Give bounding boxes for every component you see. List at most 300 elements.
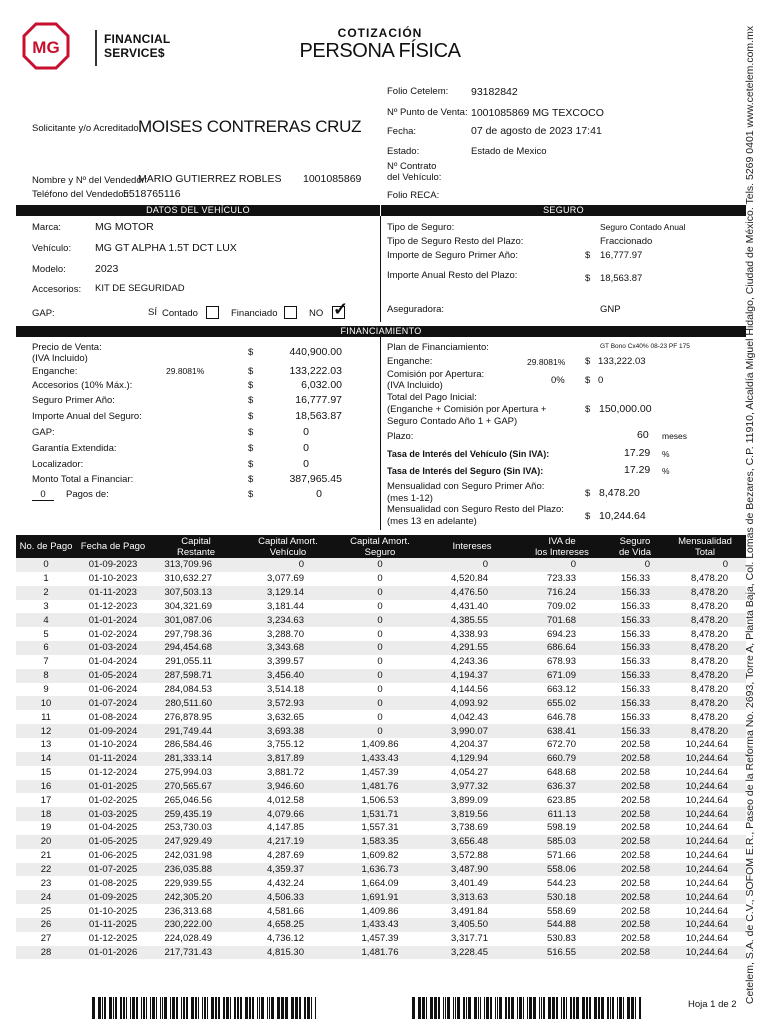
table-row (16, 904, 746, 918)
mensualidad2-label-2: (mes 13 en adelante) (387, 516, 477, 527)
table-cell: 646.78 (546, 711, 576, 723)
table-cell: 0 (16, 558, 76, 572)
table-header-text: Seguro (619, 535, 651, 547)
table-cell: 01-01-2024 (76, 613, 150, 627)
table-cell: 10,244.64 (664, 780, 746, 794)
table-cell: 3,899.09 (451, 794, 488, 806)
table-cell: 4,129.94 (426, 752, 518, 766)
fin-enganche-value: 133,222.03 (598, 356, 646, 367)
fin-left-value: 6,032.00 (301, 379, 342, 391)
table-cell: 01-02-2025 (88, 794, 138, 806)
plazo-unit: meses (662, 431, 688, 441)
contrato-label-2: del Vehículo: (387, 172, 442, 183)
table-cell: 01-05-2024 (76, 669, 150, 683)
table-cell: 18 (16, 807, 76, 821)
table-cell: 4 (16, 613, 76, 627)
modelo-value: 2023 (95, 263, 119, 275)
table-cell: 156.33 (620, 573, 650, 585)
table-cell: 294,454.68 (150, 641, 242, 655)
table-cell: 01-01-2026 (76, 946, 150, 960)
table-cell: 01-04-2025 (88, 822, 138, 834)
table-cell: 4,243.36 (451, 656, 488, 668)
table-cell: 291,055.11 (165, 656, 212, 668)
table-cell: 598.19 (546, 822, 576, 834)
table-cell: 202.58 (620, 739, 650, 751)
table-cell: 544.88 (518, 918, 606, 932)
comision-label-2: (IVA Incluido) (387, 380, 443, 391)
table-cell: 4,093.92 (426, 696, 518, 710)
table-cell: 3,572.88 (451, 850, 488, 862)
table-cell: 4,815.30 (242, 946, 334, 960)
modelo-label: Modelo: (32, 264, 66, 275)
fin-left-label: Accesorios (10% Máx.): (32, 380, 133, 391)
table-cell: 1,433.43 (334, 752, 426, 766)
table-cell: 10,244.64 (664, 890, 746, 904)
table-row (16, 946, 746, 960)
table-cell: 3,514.18 (267, 684, 304, 696)
table-cell: 544.23 (546, 877, 576, 889)
fin-left-pct: 29.8081% (166, 366, 205, 376)
fin-left-currency: $ (248, 459, 254, 470)
tasa-seguro-value: 17.29 (624, 464, 651, 476)
table-cell: 01-10-2023 (88, 573, 138, 585)
table-cell: 16 (16, 780, 76, 794)
table-header-text: Seguro (364, 546, 396, 558)
table-cell: 3,946.60 (242, 780, 334, 794)
table-cell: 8,478.20 (691, 711, 728, 723)
table-cell: 259,435.19 (150, 807, 242, 821)
fin-left-value: 0 (303, 426, 309, 438)
table-cell: 156.33 (606, 669, 664, 683)
table-cell: 4,204.37 (451, 739, 488, 751)
table-cell: 623.85 (546, 794, 576, 806)
table-cell: 202.58 (606, 807, 664, 821)
fin-left-currency: $ (248, 411, 254, 422)
table-cell: 1,636.73 (334, 863, 426, 877)
table-cell: 01-09-2025 (76, 890, 150, 904)
table-cell: 01-06-2025 (88, 850, 138, 862)
table-header-text: Restante (176, 546, 216, 558)
table-cell: 229,939.55 (164, 877, 212, 889)
table-cell: 8,478.20 (691, 684, 728, 696)
table-cell: 1,409.86 (361, 905, 399, 917)
section-vehiculo: DATOS DEL VEHÍCULO (16, 205, 380, 216)
table-cell: 01-09-2024 (76, 724, 150, 738)
table-cell: 3,755.12 (267, 739, 304, 751)
table-row (16, 738, 746, 752)
table-cell: 8,478.20 (691, 656, 728, 668)
seguro-tipo-value: Seguro Contado Anual (600, 222, 686, 232)
table-header-cell (76, 535, 150, 558)
table-cell: 8,478.20 (664, 613, 746, 627)
table-cell: 156.33 (606, 613, 664, 627)
fin-left-value: 18,563.87 (295, 410, 342, 422)
table-cell: 01-07-2024 (76, 696, 150, 710)
table-cell: 280,511.60 (150, 696, 242, 710)
table-cell: 19 (40, 822, 52, 834)
table-cell: 01-08-2024 (88, 711, 138, 723)
table-row (16, 890, 746, 904)
table-cell: 01-11-2023 (76, 586, 150, 600)
pagos-label: Pagos de: (66, 489, 109, 500)
table-cell: 4,054.27 (451, 767, 488, 779)
table-cell: 242,031.98 (164, 850, 212, 862)
table-cell: 8,478.20 (691, 628, 728, 640)
vehiculo-value: MG GT ALPHA 1.5T DCT LUX (95, 242, 237, 254)
table-row (16, 613, 746, 627)
gap-label: GAP: (32, 308, 55, 319)
gap-contado-checkbox[interactable] (206, 306, 219, 319)
total-currency: $ (585, 404, 591, 415)
table-cell: 6 (16, 641, 76, 655)
table-cell: 1,557.31 (361, 822, 399, 834)
table-cell: 156.33 (620, 684, 650, 696)
table-row (16, 724, 746, 738)
section-financiamiento: FINANCIAMIENTO (16, 326, 746, 337)
table-cell: 1,506.53 (361, 794, 399, 806)
legal-side-text-content: Cetelem, S.A. de C.V., SOFOM E.R., Paseo de la Reforma No. 2693, Torre A, Planta Baja, Col. Lomas de Bezares, C.P. 11910, Alcaldía Miguel Hidalgo, Ciudad de México. Tels. 5269 0401 www.cetelem.com.mx (744, 25, 756, 1005)
table-cell: 301,087.06 (150, 613, 242, 627)
table-cell: 4,291.55 (426, 641, 518, 655)
table-cell: 701.68 (518, 613, 606, 627)
table-cell: 307,503.13 (150, 586, 242, 600)
total-label-2: (Enganche + Comisión por Apertura + (387, 404, 547, 415)
table-cell: 4,042.43 (451, 711, 488, 723)
table-cell: 13 (40, 739, 52, 751)
mensualidad1-currency: $ (585, 488, 591, 499)
logo-line1: FINANCIAL (104, 32, 171, 46)
table-cell: 01-11-2025 (76, 918, 150, 932)
table-header-text: Intereses (452, 541, 492, 552)
table-header-text: Fecha de Pago (80, 541, 146, 552)
table-cell: 5 (43, 628, 49, 640)
mg-logo-icon (22, 22, 70, 70)
pagos-currency: $ (248, 489, 254, 500)
table-cell: 636.37 (518, 780, 606, 794)
table-cell: 310,632.27 (164, 573, 212, 585)
vendedor-tel: 5518765116 (123, 188, 181, 200)
amortization-table (16, 535, 746, 959)
table-cell: 3,632.65 (267, 711, 304, 723)
marca-label: Marca: (32, 222, 62, 233)
table-cell: 8,478.20 (664, 669, 746, 683)
table-cell: 3,077.69 (267, 573, 304, 585)
table-cell: 0 (377, 711, 383, 723)
fin-left-currency: $ (248, 347, 254, 358)
table-cell: 26 (16, 918, 76, 932)
table-cell: 01-12-2025 (88, 933, 138, 945)
table-cell: 10,244.64 (685, 877, 728, 889)
comision-pct: 0% (551, 375, 565, 386)
table-cell: 297,798.36 (164, 628, 212, 640)
fin-left-currency: $ (248, 395, 254, 406)
table-cell: 4,431.40 (451, 600, 488, 612)
legal-side-text (739, 25, 761, 1005)
table-cell: 0 (518, 558, 606, 572)
table-cell: 3,399.57 (267, 656, 304, 668)
table-cell: 0 (377, 573, 383, 585)
pagos-count: 0 (32, 489, 54, 501)
table-cell: 156.33 (606, 641, 664, 655)
table-cell: 660.79 (518, 752, 606, 766)
solicitante-name: MOISES CONTRERAS CRUZ (138, 117, 362, 136)
table-cell: 20 (16, 835, 76, 849)
fin-left-label: Precio de Venta: (32, 342, 102, 353)
table-cell: 11 (41, 711, 51, 723)
table-cell: 3,817.89 (242, 752, 334, 766)
table-cell: 01-01-2025 (76, 780, 150, 794)
table-cell: 3,181.44 (267, 600, 304, 612)
table-cell: 4,194.37 (426, 669, 518, 683)
table-cell: 678.93 (546, 656, 576, 668)
vendedor-tel-label: Teléfono del Vendedor: (32, 189, 130, 200)
checkmark-icon: ✓ (333, 299, 349, 319)
table-cell: 247,929.49 (150, 835, 242, 849)
table-row (16, 918, 746, 932)
table-cell: 4,147.85 (267, 822, 304, 834)
table-cell: 0 (606, 558, 664, 572)
table-cell: 558.06 (518, 863, 606, 877)
table-cell: 672.70 (546, 739, 576, 751)
table-cell: 655.02 (518, 696, 606, 710)
table-cell: 3,129.14 (242, 586, 334, 600)
table-cell: 3,317.71 (451, 933, 488, 945)
doc-title-large: PERSONA FÍSICA (299, 40, 461, 62)
table-cell: 202.58 (606, 752, 664, 766)
table-cell: 530.18 (518, 890, 606, 904)
table-cell: 7 (43, 656, 49, 668)
table-cell: 3,313.63 (426, 890, 518, 904)
fin-left-value: 440,900.00 (289, 346, 342, 358)
table-cell: 8,478.20 (664, 586, 746, 600)
table-cell: 202.58 (620, 767, 650, 779)
table-header-text: Mensualidad (678, 535, 732, 547)
plan-value: GT Bono Cx40% 08-23 PF 175 (600, 343, 690, 350)
table-cell: 8,478.20 (664, 641, 746, 655)
fin-left-label: Enganche: (32, 366, 78, 377)
table-cell: 286,584.46 (164, 739, 212, 751)
table-row (16, 558, 746, 572)
fin-left-currency: $ (248, 366, 254, 377)
table-cell: 01-06-2024 (88, 684, 138, 696)
table-cell: 10,244.64 (685, 850, 728, 862)
table-cell: 265,046.56 (164, 794, 212, 806)
table-cell: 202.58 (620, 877, 650, 889)
table-header-text: Vehículo (269, 546, 307, 558)
table-cell: 01-04-2024 (88, 656, 138, 668)
table-cell: 12 (16, 724, 76, 738)
table-cell: 0 (334, 613, 426, 627)
table-cell: 202.58 (606, 890, 664, 904)
table-cell: 01-10-2025 (88, 905, 138, 917)
table-row (16, 849, 746, 863)
fecha-value: 07 de agosto de 2023 17:41 (471, 125, 602, 137)
table-cell: 0 (334, 669, 426, 683)
seguro-anual-label: Importe Anual Resto del Plazo: (387, 270, 518, 281)
tasa-vehiculo-value: 17.29 (624, 447, 651, 459)
table-cell: 3,572.93 (242, 696, 334, 710)
fin-left-label: Garantía Extendida: (32, 443, 117, 454)
fin-left-value: 16,777.97 (295, 394, 342, 406)
table-cell: 202.58 (620, 822, 650, 834)
table-cell: 15 (40, 767, 52, 779)
aseguradora-value: GNP (600, 304, 621, 315)
table-cell: 10,244.64 (685, 739, 728, 751)
table-cell: 10,244.64 (664, 752, 746, 766)
table-cell: 1,664.09 (361, 877, 399, 889)
table-header-cell (518, 535, 606, 558)
table-cell: 4,287.69 (267, 850, 304, 862)
table-cell: 8,478.20 (664, 696, 746, 710)
comision-value: 0 (598, 375, 604, 386)
table-cell: 287,598.71 (150, 669, 242, 683)
fin-left-value: 0 (303, 458, 309, 470)
table-cell: 291,749.44 (150, 724, 242, 738)
table-cell: 638.41 (518, 724, 606, 738)
page-number: Hoja 1 de 2 (688, 999, 737, 1010)
table-cell: 156.33 (606, 586, 664, 600)
table-cell: 4,338.93 (451, 628, 488, 640)
table-cell: 202.58 (620, 905, 650, 917)
table-row (16, 586, 746, 600)
table-cell: 8,478.20 (691, 600, 728, 612)
table-cell: 648.68 (546, 767, 576, 779)
logo-wordmark (104, 32, 170, 60)
table-cell: 611.13 (518, 807, 606, 821)
fin-enganche-currency: $ (585, 356, 591, 367)
fin-left-currency: $ (248, 427, 254, 438)
table-cell: 4,144.56 (451, 684, 488, 696)
gap-financiado-label: Financiado (231, 308, 278, 319)
table-cell: 156.33 (620, 600, 650, 612)
table-cell: 01-03-2024 (76, 641, 150, 655)
table-cell: 27 (40, 933, 52, 945)
table-cell: 3,487.90 (426, 863, 518, 877)
table-cell: 23 (40, 877, 52, 889)
folio-value: 93182842 (471, 86, 518, 98)
table-cell: 558.69 (546, 905, 576, 917)
table-cell: 3,401.49 (451, 877, 488, 889)
fin-left-value: 0 (303, 442, 309, 454)
seguro-primer-currency: $ (585, 250, 591, 261)
table-cell: 4,658.25 (242, 918, 334, 932)
table-cell: 3,819.56 (426, 807, 518, 821)
table-cell: 236,313.68 (164, 905, 212, 917)
pagos-value: 0 (316, 488, 322, 500)
table-row (16, 752, 746, 766)
table-cell: 571.66 (546, 850, 576, 862)
contrato-label-1: Nº Contrato (387, 161, 437, 172)
table-cell: 3,990.07 (426, 724, 518, 738)
estado-label: Estado: (387, 146, 420, 157)
table-cell: 1,457.39 (361, 933, 399, 945)
table-cell: 3,288.70 (267, 628, 304, 640)
table-cell: 156.33 (606, 724, 664, 738)
table-cell: 4,079.66 (242, 807, 334, 821)
table-cell: 28 (16, 946, 76, 960)
table-cell: 530.83 (546, 933, 576, 945)
table-row (16, 793, 746, 807)
fin-enganche-pct: 29.8081% (527, 357, 566, 367)
table-cell: 716.24 (518, 586, 606, 600)
table-cell: 24 (16, 890, 76, 904)
table-header-text: Capital Amort. (258, 535, 318, 547)
table-cell: 202.58 (606, 780, 664, 794)
table-row (16, 780, 746, 794)
barcode-2 (412, 997, 642, 1019)
fin-left-label: GAP: (32, 427, 55, 438)
table-row (16, 655, 746, 669)
table-cell: 0 (334, 586, 426, 600)
table-cell: 3,343.68 (242, 641, 334, 655)
table-cell: 10,244.64 (664, 918, 746, 932)
table-row (16, 863, 746, 877)
table-cell: 10,244.64 (664, 863, 746, 877)
table-cell: 10,244.64 (664, 807, 746, 821)
divider-financiamiento (380, 337, 381, 530)
mensualidad2-currency: $ (585, 511, 591, 522)
table-row (16, 807, 746, 821)
vehiculo-label: Vehículo: (32, 243, 72, 254)
table-cell: 01-08-2025 (88, 877, 138, 889)
table-cell: 516.55 (518, 946, 606, 960)
mensualidad2-label-1: Mensualidad con Seguro Resto del Plazo: (387, 504, 564, 515)
table-cell: 217,731.43 (150, 946, 242, 960)
table-cell: 01-07-2025 (76, 863, 150, 877)
seguro-tipo-label: Tipo de Seguro: (387, 222, 455, 233)
gap-no-label: NO (309, 308, 324, 319)
mensualidad1-label-1: Mensualidad con Seguro Primer Año: (387, 481, 545, 492)
logo-divider (95, 30, 97, 66)
punto-label: Nº Punto de Venta: (387, 107, 468, 118)
accesorios-value: KIT DE SEGURIDAD (95, 283, 185, 294)
table-cell: 01-03-2025 (76, 807, 150, 821)
table-cell: 0 (377, 628, 383, 640)
table-cell: 1,583.35 (334, 835, 426, 849)
table-cell: 671.09 (518, 669, 606, 683)
table-cell: 1,691.91 (334, 890, 426, 904)
tasa-seguro-pct: % (662, 466, 670, 476)
tasa-vehiculo-pct: % (662, 449, 670, 459)
table-header-cell (426, 535, 518, 558)
table-cell: 1,409.86 (361, 739, 399, 751)
table-cell: 686.64 (518, 641, 606, 655)
table-cell: 0 (377, 600, 383, 612)
table-header-cell (664, 535, 746, 558)
reca-label: Folio RECA: (387, 190, 440, 201)
estado-value: Estado de Mexico (471, 146, 547, 157)
comision-label-1: Comisión por Apertura: (387, 369, 485, 380)
seguro-primer-value: 16,777.97 (600, 250, 643, 261)
fecha-label: Fecha: (387, 126, 417, 137)
vendedor-label: Nombre y Nº del Vendedor: (32, 175, 148, 186)
fin-enganche-label: Enganche: (387, 356, 433, 367)
table-cell: 3,234.63 (242, 613, 334, 627)
table-cell: 156.33 (620, 711, 650, 723)
vendedor-number: 1001085869 (303, 173, 362, 185)
table-cell: 3 (43, 600, 49, 612)
table-cell: 202.58 (620, 850, 650, 862)
gap-financiado-checkbox[interactable] (284, 306, 297, 319)
table-header-text: No. de Pago (19, 541, 73, 552)
table-cell: 1,609.82 (361, 850, 399, 862)
table-cell: 3,228.45 (426, 946, 518, 960)
table-cell: 4,432.24 (267, 877, 304, 889)
table-cell: 10,244.64 (664, 946, 746, 960)
seguro-resto-value: Fraccionado (600, 236, 653, 247)
table-cell: 3,977.32 (426, 780, 518, 794)
logo-line2: SERVICE$ (104, 46, 165, 60)
